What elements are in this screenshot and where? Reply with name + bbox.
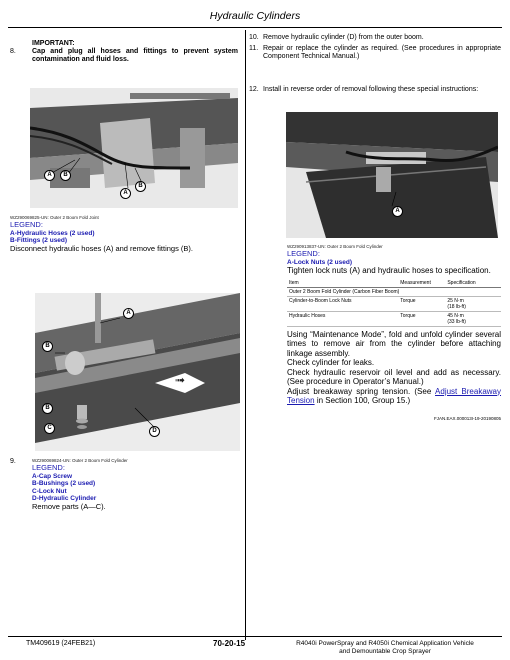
spec-table-header: [287, 279, 501, 288]
step-text: Cap and plug all hoses and fittings to prevent system contamination and fluid loss.: [32, 48, 238, 63]
cell-spec: [445, 296, 501, 311]
header-rule: [8, 27, 502, 28]
callout-b: B: [42, 341, 53, 352]
cell-item: Hydraulic Hoses: [287, 311, 398, 326]
instruction-text: Remove parts (A—C).: [32, 501, 106, 511]
spec-value-imperial: (18 lb-ft): [447, 303, 466, 310]
footer-title: [270, 640, 500, 655]
cell-measurement: Torque: [398, 296, 445, 311]
breakaway-text-pre: Adjust breakaway spring tension. (See: [287, 386, 432, 396]
step-text: Remove hydraulic cylinder (D) from the outer boom.: [263, 34, 424, 41]
step-text: Repair or replace the cylinder as required. (See procedures in appropriate Component Technical Manual.): [263, 44, 501, 60]
spec-value: 25 N·m: [447, 297, 464, 304]
legend-title: LEGEND:: [287, 249, 320, 258]
figure-caption: WZ290069825-UN: Outer 2 Boom Fold Joint: [10, 215, 99, 220]
figure-caption: WZ290069824-UN: Outer 2 Boom Fold Cylinder: [32, 458, 128, 463]
boom-fold-cylinder-illustration: [35, 293, 240, 451]
footer-title-line1: R4040i PowerSpray and R4050i Chemical Application Vehicle: [296, 640, 474, 647]
legend-item: A-Cap Screw: [32, 472, 73, 480]
page-header: Hydraulic Cylinders: [209, 10, 301, 22]
callout-b-2: B: [135, 181, 146, 192]
legend-item: B-Bushings (2 used): [32, 480, 96, 487]
cell-item: Cylinder-to-Boom Lock Nuts: [287, 296, 398, 311]
steps-10-12: [249, 34, 501, 94]
footer-doc-id: TM409619 (24FEB21): [26, 640, 96, 647]
step-number: 8.: [10, 48, 16, 55]
step-number: 9.: [10, 458, 16, 465]
callout-b-2: B: [42, 403, 53, 414]
callout-a: A: [44, 170, 55, 181]
legend-item: C-Lock Nut: [32, 487, 67, 495]
figure3-block: [249, 244, 501, 422]
step-text: Install in reverse order of removal following these special instructions:: [263, 85, 479, 93]
boom-fold-joint-illustration: [30, 88, 238, 208]
leak-check-text: Check cylinder for leaks.: [287, 358, 375, 367]
legend-title: LEGEND:: [32, 463, 65, 472]
column-header: Item: [287, 279, 398, 288]
callout-a-2: A: [120, 188, 131, 199]
table-row: [287, 311, 501, 326]
footer-page-number: 70-20-15: [213, 639, 246, 648]
cylinder-lock-nuts-illustration: [286, 112, 498, 238]
step-12: [249, 86, 501, 95]
section-label: Outer 2 Boom Fold Cylinder (Carbon Fiber Boom): [287, 287, 501, 296]
instruction-text: Disconnect hydraulic hoses (A) and remove fittings (B).: [10, 243, 193, 253]
callout-a: A: [392, 206, 403, 217]
reservoir-text: Check hydraulic reservoir oil level and add as necessary. (See procedure in Operator’s Manual.): [287, 367, 501, 386]
table-row: [287, 296, 501, 311]
adjust-breakaway-tension-link[interactable]: Adjust Breakaway Tension: [287, 386, 502, 405]
breakaway-text-post: in Section 100, Group 15.): [316, 396, 411, 405]
column-divider: [245, 30, 246, 640]
step-number: 12.: [249, 85, 259, 93]
column-header: Specification: [445, 279, 501, 288]
step-11: [249, 45, 501, 62]
spec-value-imperial: (33 lb-ft): [447, 318, 466, 325]
legend-item: A-Hydraulic Hoses (2 used): [10, 229, 95, 237]
legend-item: A-Lock Nuts (2 used): [287, 258, 353, 266]
step-10: [249, 34, 501, 43]
maintenance-mode-text: Using “Maintenance Mode”, fold and unfold cylinder several times to remove air from the cylinder before attaching linkage assembly.: [287, 329, 501, 358]
figure-cylinder-lock-nuts: [286, 112, 498, 238]
callout-c: C: [44, 423, 55, 434]
cell-spec: [445, 311, 501, 326]
callout-d: D: [149, 426, 160, 437]
figure-caption: WZ290913837-UN: Outer 2 Boom Fold Cylinder: [287, 244, 383, 249]
spec-table: [287, 279, 501, 327]
step-9: [10, 458, 238, 511]
legend-title: LEGEND:: [10, 220, 43, 229]
figure-boom-fold-cylinder: [35, 293, 240, 451]
footer-title-line2: and Demountable Crop Sprayer: [339, 647, 431, 655]
callout-b: B: [60, 170, 71, 181]
cell-measurement: Torque: [398, 311, 445, 326]
legend-item: D-Hydraulic Cylinder: [32, 495, 97, 502]
arrow-icon: ➟: [175, 373, 186, 387]
breakaway-text: [287, 387, 501, 406]
callout-a: A: [123, 308, 134, 319]
spec-table-section: [287, 287, 501, 296]
reference-code: FJAN.EAX.000013I-19-20190805: [433, 415, 501, 421]
column-header: Measurement: [398, 279, 445, 288]
step-number: 10.: [249, 34, 259, 41]
legend-item: B-Fittings (2 used): [10, 237, 68, 244]
figure1-caption-block: [10, 215, 238, 253]
spec-value: 45 N·m: [447, 312, 464, 319]
important-label: IMPORTANT:: [32, 40, 75, 47]
step-number: 11.: [249, 44, 259, 52]
torque-text: Tighten lock nuts (A) and hydraulic hoses to specification.: [287, 266, 491, 275]
figure-boom-fold-joint: [30, 88, 238, 208]
footer-rule: [8, 636, 502, 637]
step-8: [10, 40, 238, 64]
